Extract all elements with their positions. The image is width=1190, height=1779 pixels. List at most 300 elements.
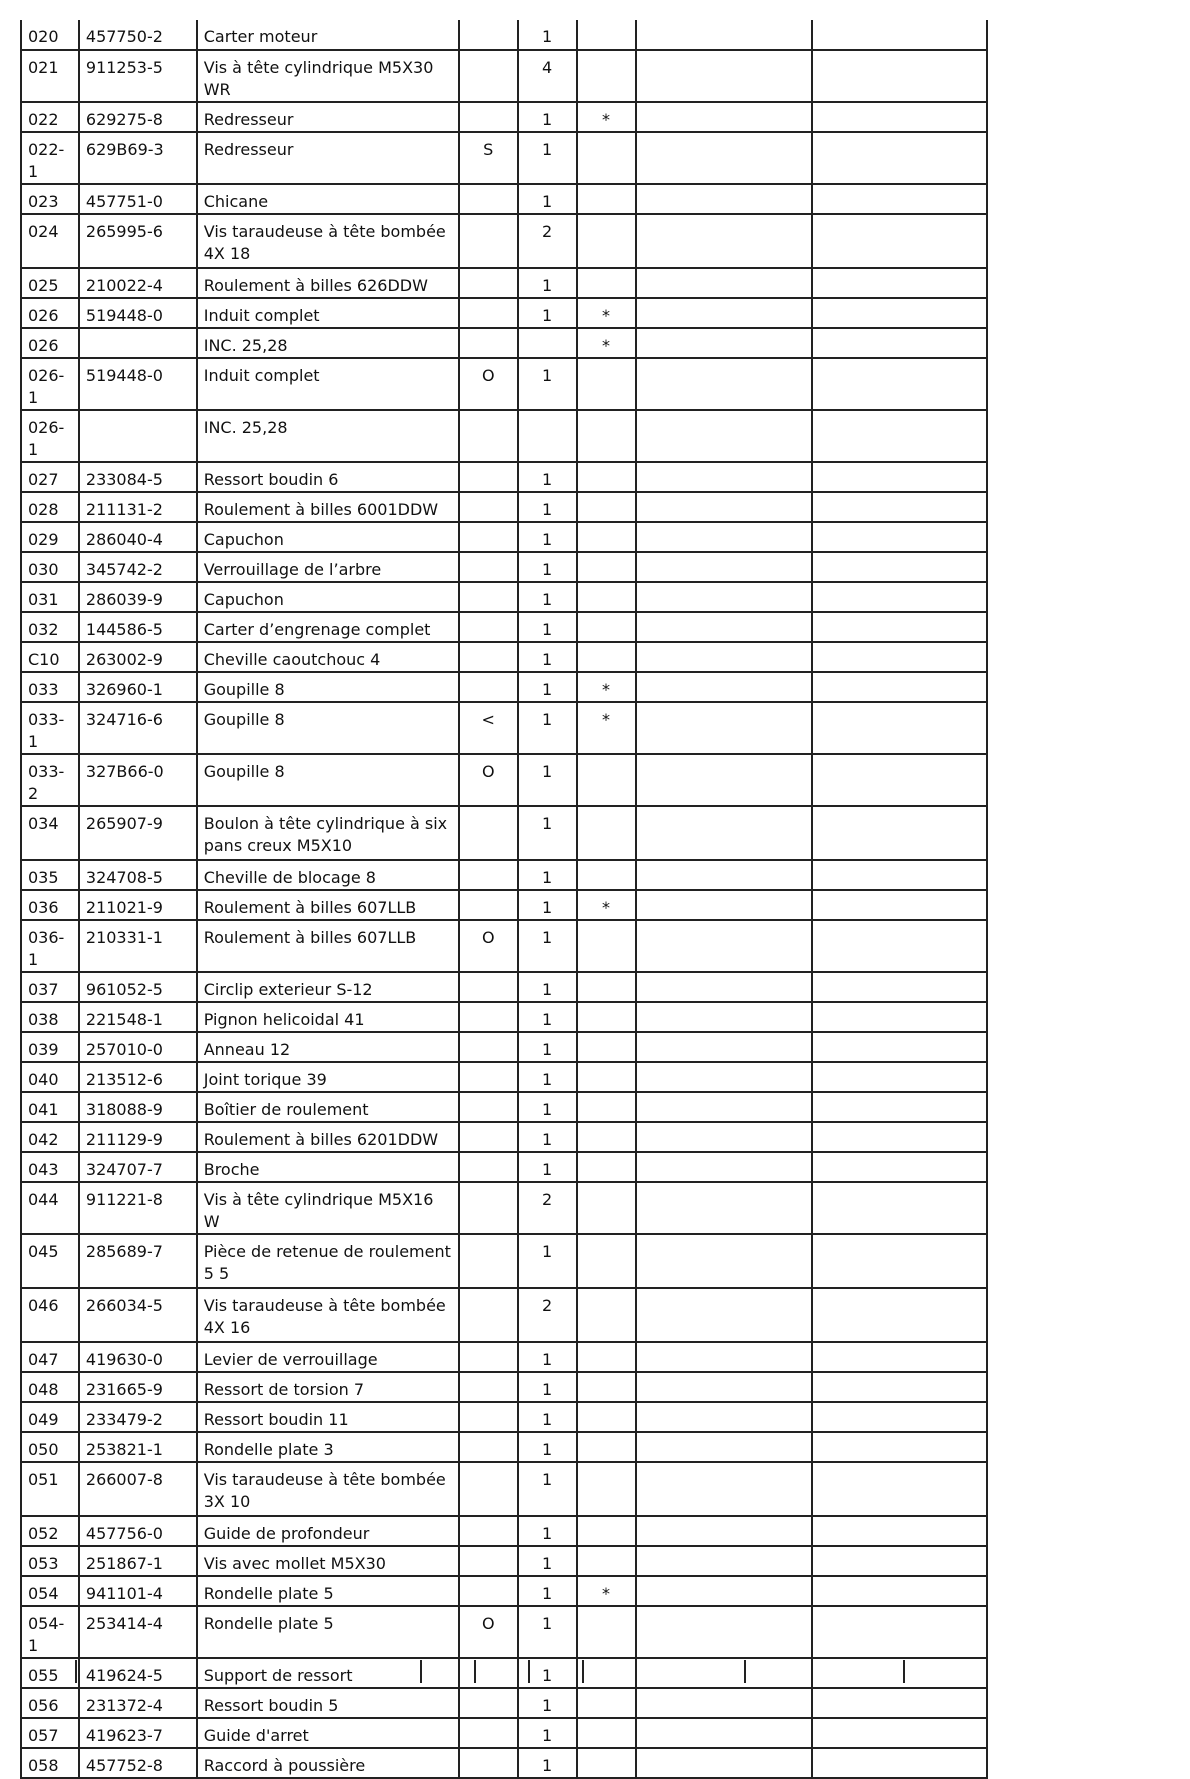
quantity-cell: 1: [518, 102, 577, 132]
quantity-cell: 1: [518, 1234, 577, 1288]
table-row: [21, 1288, 987, 1342]
note-cell: [459, 1462, 518, 1516]
ref-number-cell: 055: [21, 1658, 79, 1688]
part-number-cell: 286039-9: [79, 582, 197, 612]
empty-cell: [812, 1342, 987, 1372]
empty-cell: [636, 214, 813, 268]
empty-cell: [812, 268, 987, 298]
description-cell: Vis taraudeuse à tête bombée 3X 10: [197, 1462, 459, 1516]
empty-cell: [636, 1576, 813, 1606]
description-cell: Carter d’engrenage complet: [197, 612, 459, 642]
table-row: [21, 1372, 987, 1402]
empty-cell: [812, 1748, 987, 1778]
note-cell: [459, 214, 518, 268]
description-cell: Cheville caoutchouc 4: [197, 642, 459, 672]
empty-cell: [636, 1234, 813, 1288]
part-number-cell: 629275-8: [79, 102, 197, 132]
empty-cell: [636, 920, 813, 972]
part-number-cell: 253414-4: [79, 1606, 197, 1658]
note-cell: [459, 298, 518, 328]
empty-cell: [812, 972, 987, 1002]
quantity-cell: 1: [518, 20, 577, 50]
empty-cell: [636, 1402, 813, 1432]
ref-number-cell: 030: [21, 552, 79, 582]
ref-number-cell: 039: [21, 1032, 79, 1062]
part-number-cell: [79, 328, 197, 358]
quantity-cell: 1: [518, 1152, 577, 1182]
part-number-cell: [79, 410, 197, 462]
note-cell: [459, 612, 518, 642]
ref-number-cell: 027: [21, 462, 79, 492]
mark-cell: [577, 1032, 636, 1062]
description-cell: Goupille 8: [197, 672, 459, 702]
ref-number-cell: 046: [21, 1288, 79, 1342]
empty-cell: [812, 754, 987, 806]
part-number-cell: 211129-9: [79, 1122, 197, 1152]
table-row: [21, 1002, 987, 1032]
quantity-cell: 1: [518, 1432, 577, 1462]
mark-cell: *: [577, 102, 636, 132]
description-cell: Vis taraudeuse à tête bombée 4X 18: [197, 214, 459, 268]
empty-cell: [636, 102, 813, 132]
table-row: [21, 358, 987, 410]
empty-cell: [812, 860, 987, 890]
description-cell: Goupille 8: [197, 754, 459, 806]
empty-cell: [636, 702, 813, 754]
table-row: [21, 1688, 987, 1718]
empty-cell: [812, 184, 987, 214]
part-number-cell: 324716-6: [79, 702, 197, 754]
part-number-cell: 144586-5: [79, 612, 197, 642]
note-cell: [459, 672, 518, 702]
part-number-cell: 213512-6: [79, 1062, 197, 1092]
mark-cell: [577, 972, 636, 1002]
part-number-cell: 257010-0: [79, 1032, 197, 1062]
ref-number-cell: C10: [21, 642, 79, 672]
quantity-cell: 4: [518, 50, 577, 102]
table-row: [21, 1402, 987, 1432]
description-cell: Guide de profondeur: [197, 1516, 459, 1546]
table-row: [21, 1152, 987, 1182]
description-cell: Induit complet: [197, 358, 459, 410]
mark-cell: [577, 358, 636, 410]
table-row: [21, 1032, 987, 1062]
quantity-cell: 1: [518, 1342, 577, 1372]
part-number-cell: 231665-9: [79, 1372, 197, 1402]
description-cell: Capuchon: [197, 522, 459, 552]
quantity-cell: 1: [518, 754, 577, 806]
table-row: [21, 298, 987, 328]
empty-cell: [812, 522, 987, 552]
quantity-cell: 1: [518, 1718, 577, 1748]
table-row: [21, 1462, 987, 1516]
quantity-cell: 1: [518, 642, 577, 672]
empty-cell: [636, 582, 813, 612]
note-cell: [459, 1688, 518, 1718]
mark-cell: [577, 410, 636, 462]
empty-cell: [812, 1516, 987, 1546]
ref-number-cell: 034: [21, 806, 79, 860]
description-cell: Roulement à billes 626DDW: [197, 268, 459, 298]
empty-cell: [812, 920, 987, 972]
quantity-cell: 1: [518, 298, 577, 328]
quantity-cell: 1: [518, 1688, 577, 1718]
ref-number-cell: 033-1: [21, 702, 79, 754]
quantity-cell: 2: [518, 1182, 577, 1234]
ref-number-cell: 037: [21, 972, 79, 1002]
ref-number-cell: 054: [21, 1576, 79, 1606]
note-cell: [459, 1152, 518, 1182]
description-cell: Anneau 12: [197, 1032, 459, 1062]
description-cell: Circlip exterieur S-12: [197, 972, 459, 1002]
part-number-cell: 233479-2: [79, 1402, 197, 1432]
ref-number-cell: 035: [21, 860, 79, 890]
part-number-cell: 327B66-0: [79, 754, 197, 806]
note-cell: [459, 1342, 518, 1372]
note-cell: [459, 552, 518, 582]
description-cell: INC. 25,28: [197, 410, 459, 462]
table-row: [21, 1432, 987, 1462]
empty-cell: [636, 642, 813, 672]
empty-cell: [812, 132, 987, 184]
ref-number-cell: 043: [21, 1152, 79, 1182]
quantity-cell: 2: [518, 1288, 577, 1342]
empty-cell: [636, 754, 813, 806]
empty-cell: [636, 612, 813, 642]
part-number-cell: 457750-2: [79, 20, 197, 50]
empty-cell: [636, 1062, 813, 1092]
note-cell: [459, 462, 518, 492]
description-cell: Rondelle plate 5: [197, 1576, 459, 1606]
description-cell: Rondelle plate 3: [197, 1432, 459, 1462]
note-cell: [459, 1092, 518, 1122]
table-row: [21, 920, 987, 972]
description-cell: Vis à tête cylindrique M5X16 W: [197, 1182, 459, 1234]
description-cell: Chicane: [197, 184, 459, 214]
description-cell: Vis avec mollet M5X30: [197, 1546, 459, 1576]
ref-number-cell: 022: [21, 102, 79, 132]
empty-cell: [636, 1516, 813, 1546]
description-cell: INC. 25,28: [197, 328, 459, 358]
empty-cell: [636, 268, 813, 298]
quantity-cell: 1: [518, 1606, 577, 1658]
table-row: [21, 972, 987, 1002]
empty-cell: [812, 1576, 987, 1606]
ref-number-cell: 022-1: [21, 132, 79, 184]
empty-cell: [636, 1688, 813, 1718]
description-cell: Broche: [197, 1152, 459, 1182]
empty-cell: [812, 1402, 987, 1432]
ref-number-cell: 036-1: [21, 920, 79, 972]
part-number-cell: 211131-2: [79, 492, 197, 522]
note-cell: [459, 860, 518, 890]
part-number-cell: 263002-9: [79, 642, 197, 672]
table-continuation: [20, 1660, 988, 1683]
part-number-cell: 285689-7: [79, 1234, 197, 1288]
description-cell: Guide d'arret: [197, 1718, 459, 1748]
mark-cell: [577, 1688, 636, 1718]
part-number-cell: 941101-4: [79, 1576, 197, 1606]
table-row: [21, 1182, 987, 1234]
empty-cell: [812, 1152, 987, 1182]
quantity-cell: 2: [518, 214, 577, 268]
empty-cell: [636, 50, 813, 102]
mark-cell: *: [577, 298, 636, 328]
empty-cell: [636, 298, 813, 328]
note-cell: [459, 1718, 518, 1748]
empty-cell: [636, 20, 813, 50]
description-cell: Vis à tête cylindrique M5X30 WR: [197, 50, 459, 102]
mark-cell: [577, 1748, 636, 1778]
mark-cell: [577, 552, 636, 582]
part-number-cell: 324707-7: [79, 1152, 197, 1182]
note-cell: [459, 522, 518, 552]
empty-cell: [636, 1152, 813, 1182]
description-cell: Rondelle plate 5: [197, 1606, 459, 1658]
empty-cell: [636, 492, 813, 522]
empty-cell: [812, 1182, 987, 1234]
quantity-cell: 1: [518, 920, 577, 972]
note-cell: [459, 410, 518, 462]
empty-cell: [636, 1432, 813, 1462]
parts-list-page: [20, 20, 988, 1779]
empty-cell: [812, 1606, 987, 1658]
empty-cell: [812, 806, 987, 860]
part-number-cell: 419630-0: [79, 1342, 197, 1372]
ref-number-cell: 042: [21, 1122, 79, 1152]
quantity-cell: 1: [518, 522, 577, 552]
empty-cell: [812, 1062, 987, 1092]
mark-cell: [577, 1342, 636, 1372]
description-cell: Induit complet: [197, 298, 459, 328]
part-number-cell: 326960-1: [79, 672, 197, 702]
quantity-cell: 1: [518, 1062, 577, 1092]
mark-cell: [577, 920, 636, 972]
ref-number-cell: 026: [21, 328, 79, 358]
ref-number-cell: 053: [21, 1546, 79, 1576]
quantity-cell: 1: [518, 890, 577, 920]
mark-cell: *: [577, 1576, 636, 1606]
ref-number-cell: 057: [21, 1718, 79, 1748]
part-number-cell: 266034-5: [79, 1288, 197, 1342]
quantity-cell: 1: [518, 702, 577, 754]
note-cell: [459, 492, 518, 522]
table-row: [21, 1092, 987, 1122]
table-row: [21, 806, 987, 860]
quantity-cell: 1: [518, 582, 577, 612]
empty-cell: [636, 1032, 813, 1062]
description-cell: Pièce de retenue de roulement 5 5: [197, 1234, 459, 1288]
description-cell: Ressort de torsion 7: [197, 1372, 459, 1402]
table-row: [21, 410, 987, 462]
quantity-cell: 1: [518, 1576, 577, 1606]
quantity-cell: 1: [518, 672, 577, 702]
mark-cell: [577, 1122, 636, 1152]
empty-cell: [812, 328, 987, 358]
mark-cell: [577, 1462, 636, 1516]
parts-table-body: [21, 20, 987, 1778]
empty-cell: [636, 410, 813, 462]
mark-cell: [577, 806, 636, 860]
ref-number-cell: 031: [21, 582, 79, 612]
empty-cell: [812, 50, 987, 102]
quantity-cell: 1: [518, 1462, 577, 1516]
ref-number-cell: 054-1: [21, 1606, 79, 1658]
ref-number-cell: 028: [21, 492, 79, 522]
mark-cell: [577, 132, 636, 184]
quantity-cell: 1: [518, 1122, 577, 1152]
empty-cell: [636, 1182, 813, 1234]
description-cell: Carter moteur: [197, 20, 459, 50]
empty-cell: [636, 132, 813, 184]
empty-cell: [636, 1718, 813, 1748]
note-cell: [459, 1062, 518, 1092]
part-number-cell: 265907-9: [79, 806, 197, 860]
mark-cell: [577, 1234, 636, 1288]
note-cell: [459, 1516, 518, 1546]
quantity-cell: 1: [518, 1516, 577, 1546]
empty-cell: [812, 492, 987, 522]
mark-cell: [577, 20, 636, 50]
table-row: [21, 50, 987, 102]
empty-cell: [812, 462, 987, 492]
empty-cell: [812, 642, 987, 672]
table-row: [21, 20, 987, 50]
quantity-cell: 1: [518, 1032, 577, 1062]
empty-cell: [636, 1606, 813, 1658]
mark-cell: [577, 50, 636, 102]
note-cell: O: [459, 754, 518, 806]
table-row: [21, 890, 987, 920]
empty-cell: [636, 184, 813, 214]
ref-number-cell: 020: [21, 20, 79, 50]
table-row: [21, 582, 987, 612]
ref-number-cell: 036: [21, 890, 79, 920]
quantity-cell: 1: [518, 184, 577, 214]
empty-cell: [812, 552, 987, 582]
empty-cell: [636, 328, 813, 358]
table-row: [21, 462, 987, 492]
mark-cell: [577, 1516, 636, 1546]
table-row: [21, 860, 987, 890]
empty-cell: [812, 1546, 987, 1576]
note-cell: [459, 1546, 518, 1576]
mark-cell: [577, 462, 636, 492]
mark-cell: [577, 1402, 636, 1432]
ref-number-cell: 025: [21, 268, 79, 298]
note-cell: [459, 328, 518, 358]
part-number-cell: 265995-6: [79, 214, 197, 268]
ref-number-cell: 023: [21, 184, 79, 214]
part-number-cell: 911221-8: [79, 1182, 197, 1234]
part-number-cell: 233084-5: [79, 462, 197, 492]
table-row: [21, 1062, 987, 1092]
description-cell: Roulement à billes 6001DDW: [197, 492, 459, 522]
empty-cell: [812, 20, 987, 50]
part-number-cell: 457751-0: [79, 184, 197, 214]
note-cell: S: [459, 132, 518, 184]
table-row: [21, 552, 987, 582]
ref-number-cell: 056: [21, 1688, 79, 1718]
table-row: [21, 132, 987, 184]
note-cell: [459, 642, 518, 672]
empty-cell: [812, 1122, 987, 1152]
part-number-cell: 210022-4: [79, 268, 197, 298]
part-number-cell: 519448-0: [79, 298, 197, 328]
quantity-cell: 1: [518, 132, 577, 184]
description-cell: Capuchon: [197, 582, 459, 612]
note-cell: [459, 1432, 518, 1462]
empty-cell: [812, 1288, 987, 1342]
part-number-cell: 419624-5: [79, 1658, 197, 1688]
quantity-cell: [518, 328, 577, 358]
note-cell: O: [459, 920, 518, 972]
part-number-cell: 286040-4: [79, 522, 197, 552]
quantity-cell: 1: [518, 552, 577, 582]
empty-cell: [812, 1234, 987, 1288]
note-cell: [459, 268, 518, 298]
part-number-cell: 318088-9: [79, 1092, 197, 1122]
empty-cell: [812, 1032, 987, 1062]
table-row: [21, 702, 987, 754]
empty-cell: [636, 1372, 813, 1402]
empty-cell: [812, 1462, 987, 1516]
note-cell: [459, 890, 518, 920]
empty-cell: [636, 860, 813, 890]
ref-number-cell: 045: [21, 1234, 79, 1288]
ref-number-cell: 052: [21, 1516, 79, 1546]
table-row: [21, 672, 987, 702]
part-number-cell: 457752-8: [79, 1748, 197, 1778]
empty-cell: [812, 410, 987, 462]
empty-cell: [636, 358, 813, 410]
part-number-cell: 519448-0: [79, 358, 197, 410]
ref-number-cell: 033: [21, 672, 79, 702]
ref-number-cell: 049: [21, 1402, 79, 1432]
description-cell: Goupille 8: [197, 702, 459, 754]
quantity-cell: 1: [518, 492, 577, 522]
empty-cell: [812, 1372, 987, 1402]
empty-cell: [636, 972, 813, 1002]
table-row: [21, 1748, 987, 1778]
quantity-cell: 1: [518, 1372, 577, 1402]
mark-cell: [577, 1062, 636, 1092]
table-row: [21, 1122, 987, 1152]
empty-cell: [636, 1092, 813, 1122]
note-cell: O: [459, 358, 518, 410]
note-cell: [459, 1122, 518, 1152]
mark-cell: [577, 1718, 636, 1748]
empty-cell: [812, 672, 987, 702]
empty-cell: [636, 1002, 813, 1032]
empty-cell: [812, 582, 987, 612]
mark-cell: [577, 1606, 636, 1658]
table-row: [21, 612, 987, 642]
note-cell: [459, 1032, 518, 1062]
empty-cell: [636, 1462, 813, 1516]
empty-cell: [636, 1288, 813, 1342]
quantity-cell: 1: [518, 972, 577, 1002]
ref-number-cell: 050: [21, 1432, 79, 1462]
quantity-cell: 1: [518, 1092, 577, 1122]
mark-cell: [577, 268, 636, 298]
note-cell: [459, 1288, 518, 1342]
mark-cell: *: [577, 328, 636, 358]
table-row: [21, 754, 987, 806]
mark-cell: [577, 1546, 636, 1576]
mark-cell: *: [577, 672, 636, 702]
mark-cell: [577, 492, 636, 522]
